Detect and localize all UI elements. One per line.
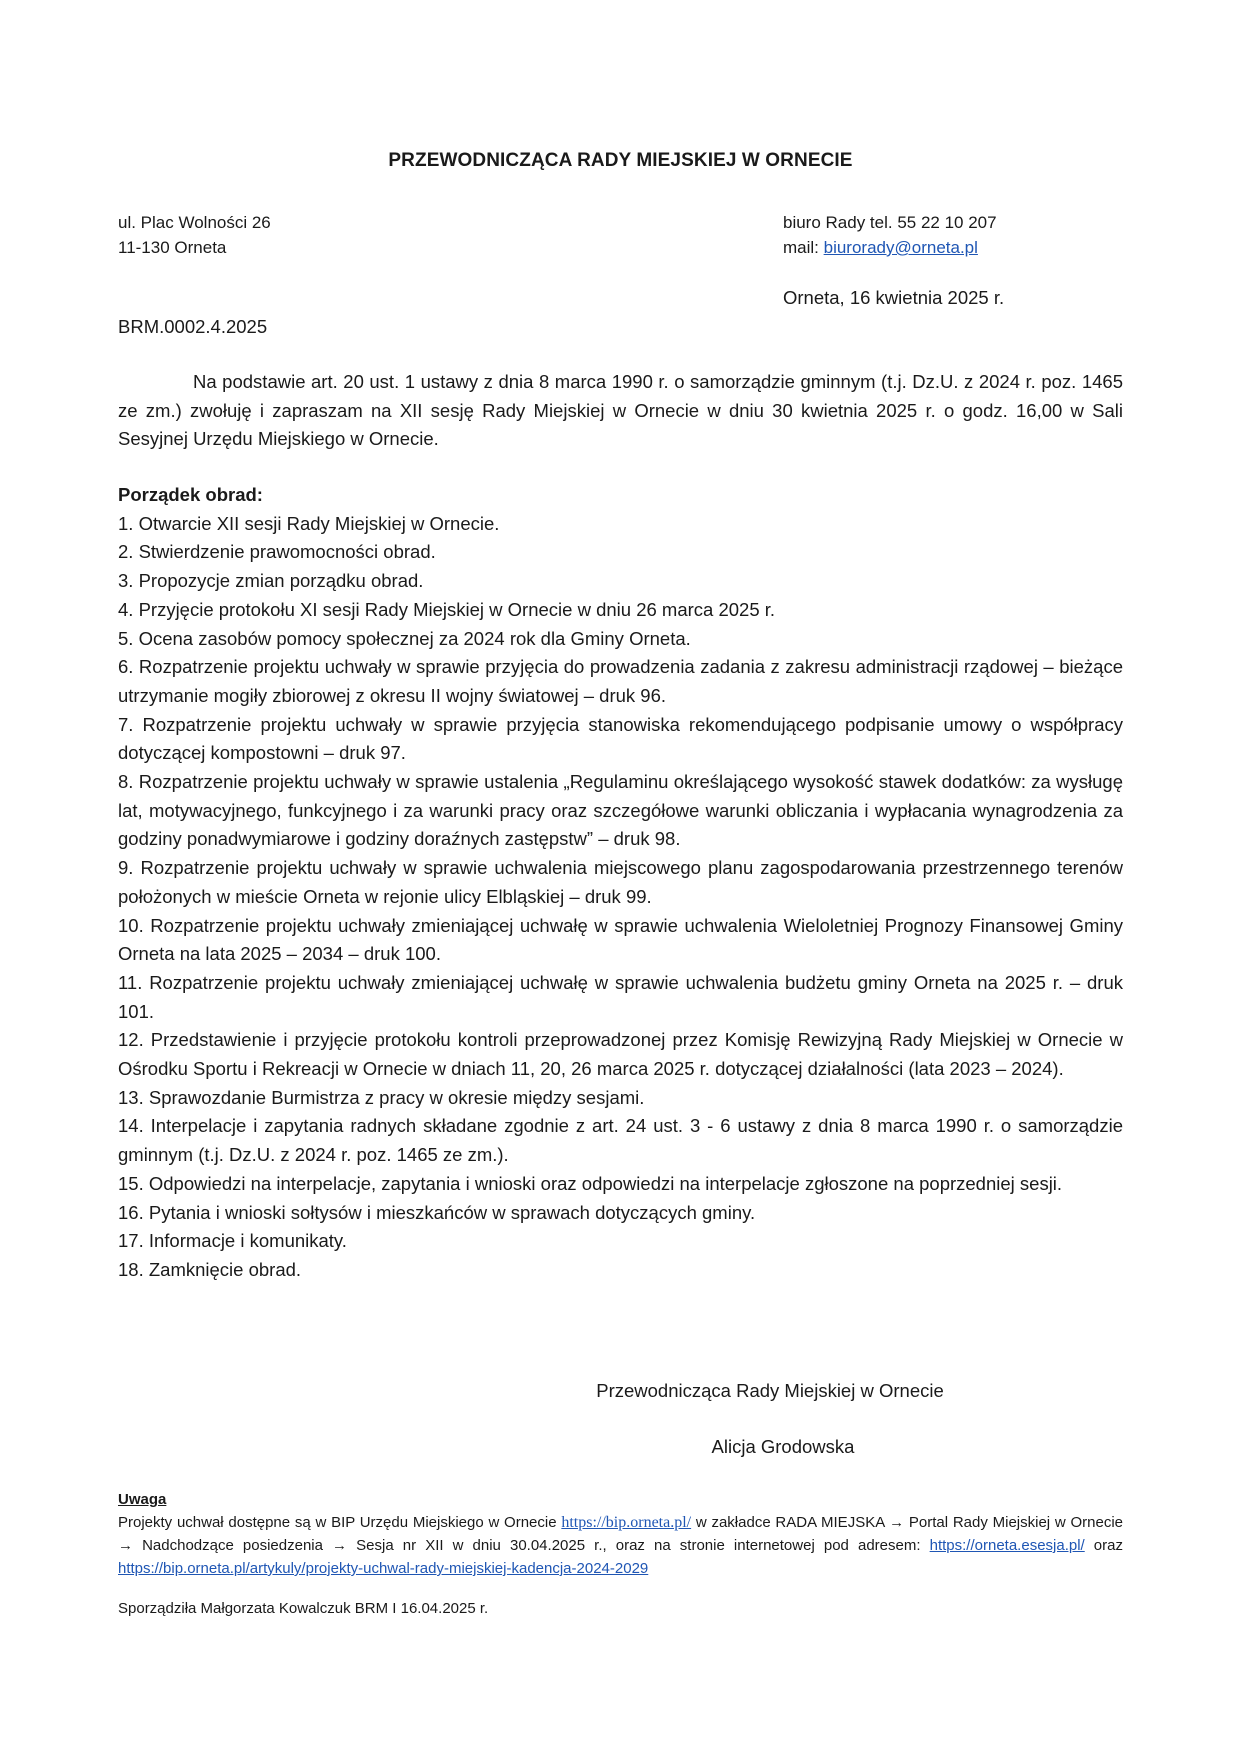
agenda-item: 13. Sprawozdanie Burmistrza z pracy w okresie między sesjami.	[118, 1086, 645, 1108]
signature-role: Przewodnicząca Rady Miejskiej w Ornecie	[596, 1380, 944, 1401]
agenda-item: 18. Zamknięcie obrad.	[118, 1258, 302, 1280]
agenda-item: 5. Ocena zasobów pomocy społecznej za 2024 rok dla Gminy Orneta.	[118, 627, 691, 649]
note-text-part: oraz	[1084, 1537, 1123, 1554]
document-date: Orneta, 16 kwietnia 2025 r.	[783, 287, 1005, 308]
agenda-item: 4. Przyjęcie protokołu XI sesji Rady Miejskiej w Ornecie w dniu 26 marca 2025 r.	[118, 598, 776, 620]
agenda-item: 17. Informacje i komunikaty.	[118, 1230, 347, 1252]
agenda-item: 9. Rozpatrzenie projektu uchwały w sprawie uchwalenia miejscowego planu zagospodarowania przestrzennego terenów położonych w mieście Orneta w rejonie ulicy Elbląskiej – druk 99.	[118, 857, 1123, 907]
document-reference: BRM.0002.4.2025	[118, 316, 268, 337]
agenda-item: 3. Propozycje zmian porządku obrad.	[118, 570, 424, 592]
agenda-item: 15. Odpowiedzi na interpelacje, zapytania i wnioski oraz odpowiedzi na interpelacje zgłoszone na poprzedniej sesji.	[118, 1172, 1063, 1194]
contact-mail-label: mail:	[783, 238, 824, 257]
agenda	[118, 481, 1123, 1285]
note-text	[118, 1511, 1123, 1580]
agenda-item: 14. Interpelacje i zapytania radnych składane zgodnie z art. 24 ust. 3 - 6 ustawy z dnia 8 marca 1990 r. o samorządzie gminnym (t.j. Dz.U. z 2024 r. poz. 1465 ze zm.).	[118, 1115, 1123, 1166]
esesja-link[interactable]: https://orneta.esesja.pl/	[929, 1537, 1085, 1554]
note-text-part: Projekty uchwał dostępne są w BIP Urzędu Miejskiego w Ornecie	[118, 1514, 562, 1531]
address-street: ul. Plac Wolności 26	[118, 213, 271, 232]
contact-block	[783, 210, 997, 260]
agenda-item: 7. Rozpatrzenie projektu uchwały w sprawie przyjęcia stanowiska rekomendującego podpisanie umowy o współpracy dotyczącej kompostowni – druk 97.	[118, 713, 1123, 764]
address-block	[118, 210, 271, 260]
agenda-item: 12. Przedstawienie i przyjęcie protokołu kontroli przeprowadzonej przez Komisję Rewizyjną Rady Miejskiej w Ornecie w Ośrodku Sportu i Rekreacji w Ornecie w dniach 11, 20, 26 marca 2025 r. dotyczącej działalności (lata 2023 – 2024).	[118, 1029, 1123, 1080]
note-text-part: w zakładce RADA MIEJSKA → Portal Rady Miejskiej w Ornecie → Nadchodzące posiedzenia → Sesja nr XII w dniu 30.04.2025 r., oraz na stronie internetowej pod adresem:	[118, 1514, 1123, 1554]
agenda-item: 16. Pytania i wnioski sołtysów i mieszkańców w sprawach dotyczących gminy.	[118, 1201, 756, 1223]
prepared-by: Sporządziła Małgorzata Kowalczuk BRM I 16.04.2025 r.	[118, 1600, 489, 1617]
contact-mail-link[interactable]: biurorady@orneta.pl	[823, 238, 978, 257]
document-title: PRZEWODNICZĄCA RADY MIEJSKIEJ W ORNECIE	[388, 150, 853, 171]
bip-link[interactable]: https://bip.orneta.pl/	[561, 1514, 692, 1531]
agenda-item: 2. Stwierdzenie prawomocności obrad.	[118, 541, 436, 563]
intro-paragraph: Na podstawie art. 20 ust. 1 ustawy z dnia 8 marca 1990 r. o samorządzie gminnym (t.j. Dz.U. z 2024 r. poz. 1465 ze zm.) zwołuję i zapraszam na XII sesję Rady Miejskiej w Ornecie w dniu 30 kwietnia 2025 r. o godz. 16,00 w Sali Sesyjnej Urzędu Miejskiego w Ornecie.	[118, 371, 1123, 450]
bip-projects-link[interactable]: https://bip.orneta.pl/artykuly/projekty-uchwal-rady-miejskiej-kadencja-2024-2029	[118, 1560, 649, 1577]
agenda-item: 10. Rozpatrzenie projektu uchwały zmieniającej uchwałę w sprawie uchwalenia Wieloletniej Prognozy Finansowej Gminy Orneta na lata 2025 – 2034 – druk 100.	[118, 914, 1123, 965]
intro-paragraph-block	[118, 368, 1123, 454]
signature-name: Alicja Grodowska	[711, 1436, 855, 1457]
agenda-item: 11. Rozpatrzenie projektu uchwały zmieniającej uchwałę w sprawie uchwalenia budżetu gminy Orneta na 2025 r. – druk 101.	[118, 971, 1123, 1022]
contact-phone: biuro Rady tel. 55 22 10 207	[783, 213, 997, 232]
contact-mail-line	[783, 235, 997, 260]
agenda-item: 1. Otwarcie XII sesji Rady Miejskiej w Ornecie.	[118, 512, 500, 534]
agenda-title: Porządek obrad:	[118, 484, 263, 505]
agenda-item: 6. Rozpatrzenie projektu uchwały w sprawie przyjęcia do prowadzenia zadania z zakresu administracji rządowej – bieżące utrzymanie mogiły zbiorowej z okresu II wojny światowej – druk 96.	[118, 656, 1123, 706]
agenda-item: 8. Rozpatrzenie projektu uchwały w sprawie ustalenia „Regulaminu określającego wysokość stawek dodatków: za wysługę lat, motywacyjnego, funkcyjnego i za warunki pracy oraz szczegółowe warunki obliczania i wypłacania wynagrodzenia za godziny ponadwymiarowe i godziny doraźnych zastępstw” – druk 98.	[118, 771, 1123, 850]
note-title: Uwaga	[118, 1491, 167, 1508]
address-city: 11-130 Orneta	[118, 238, 227, 257]
note-block	[118, 1488, 1123, 1580]
